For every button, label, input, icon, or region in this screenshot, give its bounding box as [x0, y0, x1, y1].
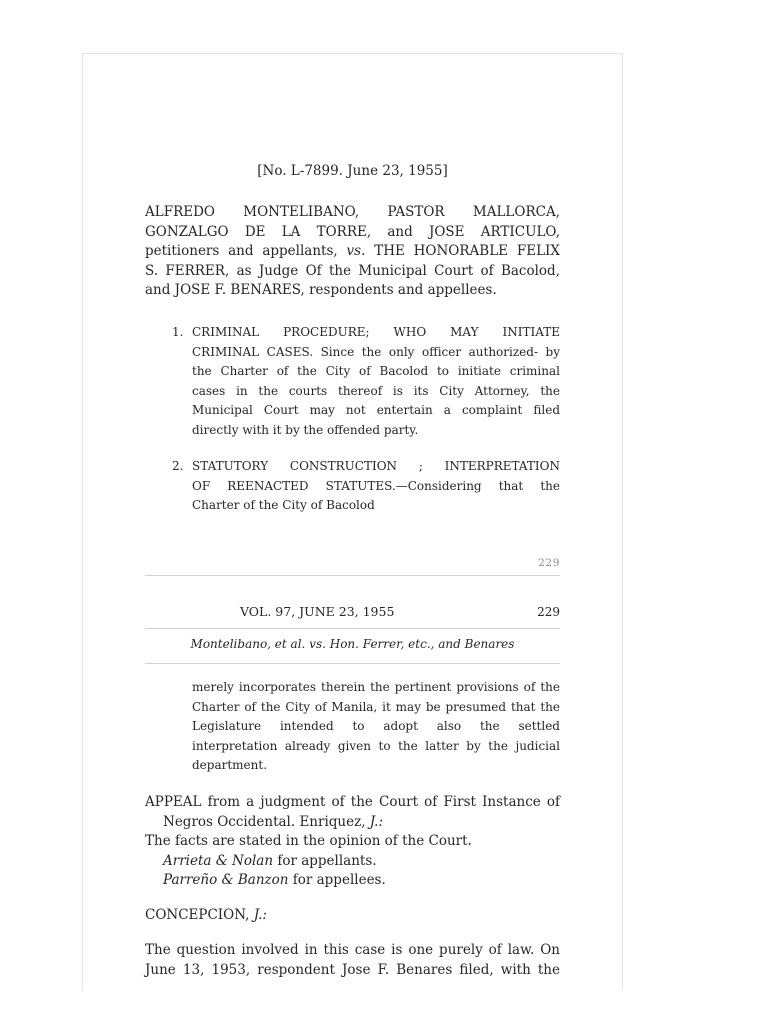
ponente-name: CONCEPCION,: [145, 907, 250, 923]
appeal-line: [145, 813, 560, 833]
syllabus-line: cases in the courts thereof is its City Attorney, the: [192, 383, 560, 398]
syllabus-number: 2.: [172, 459, 184, 473]
syllabus-line: CRIMINAL PROCEDURE; WHO MAY INITIATE: [192, 325, 560, 339]
page-break-divider: [145, 575, 560, 576]
running-head: [145, 602, 560, 622]
page-number-footer: 229: [538, 557, 560, 569]
syllabus-text: [192, 678, 560, 776]
appellants-label: for appellants.: [277, 852, 377, 869]
counsel-line: [145, 871, 560, 891]
syllabus-line: directly with it by the offended party.: [192, 422, 419, 437]
syllabus-line: interpretation already given to the latter by the judicial: [192, 738, 560, 753]
counsel-line: [145, 852, 560, 872]
syllabus-line: Municipal Court may not entertain a complaint filed: [192, 403, 560, 418]
parties-line: [145, 223, 560, 243]
appellees-label: for appellees.: [292, 872, 386, 889]
running-head-page-number: 229: [537, 605, 560, 619]
appellees-counsel: Parreño & Banzon: [163, 872, 289, 889]
syllabus-line: CRIMINAL CASES. Since the only officer authorized- by: [192, 344, 560, 359]
syllabus-item: [145, 323, 560, 441]
running-head-short-title: Montelibano, et al. vs. Hon. Ferrer, etc., and Benares: [190, 637, 515, 651]
case-citation: [No. L-7899. June 23, 1955]: [257, 163, 448, 179]
versus-text: vs.: [346, 243, 366, 260]
syllabus-line: department.: [192, 758, 268, 773]
appeal-block: [145, 793, 560, 891]
ponente-line: [145, 906, 560, 926]
parties-line: [145, 242, 560, 262]
syllabus-number: 1.: [172, 325, 184, 339]
running-head-divider: [145, 628, 560, 629]
ponente-heading: [145, 906, 560, 926]
parties-text: THE HONORABLE FELIX: [374, 243, 560, 260]
parties-text: ALFREDO MONTELIBANO, PASTOR MALLORCA,: [145, 204, 560, 220]
parties-text: petitioners and appellants,: [145, 243, 338, 260]
facts-line: The facts are stated in the opinion of the Court.: [145, 833, 472, 850]
parties-line: [145, 262, 560, 282]
appellants-counsel: Arrieta & Nolan: [163, 852, 274, 869]
syllabus-line: STATUTORY CONSTRUCTION ; INTERPRETATION: [192, 459, 560, 473]
syllabus-text: [192, 457, 560, 516]
syllabus-continued: [145, 678, 560, 778]
opinion-line: The question involved in this case is one purely of law. On: [145, 942, 560, 958]
parties-line: [145, 203, 560, 223]
parties-paragraph: [145, 203, 560, 301]
appeal-court-text: Negros Occidental. Enriquez,: [163, 813, 366, 830]
judge-title: J.:: [369, 813, 384, 830]
document-page: [82, 53, 623, 990]
syllabus-text: [192, 323, 560, 441]
parties-text: S. FERRER, as Judge Of the Municipal Court of Bacolod,: [145, 262, 560, 279]
opinion-line: June 13, 1953, respondent Jose F. Benares filed, with the: [145, 961, 560, 978]
syllabus-line: merely incorporates therein the pertinent provisions of the: [192, 680, 560, 694]
syllabus-line: Charter of the City of Manila, it may be presumed that the: [192, 699, 560, 714]
syllabus-item: [145, 457, 560, 517]
running-head-volume: VOL. 97, JUNE 23, 1955: [240, 604, 395, 619]
syllabus-line: Legislature intended to adopt also the settled: [192, 719, 560, 734]
parties-text: GONZALGO DE LA TORRE, and JOSE ARTICULO,: [145, 223, 560, 240]
appeal-line: APPEAL from a judgment of the Court of First Instance of: [145, 794, 560, 810]
opinion-paragraph: [145, 941, 560, 980]
parties-text: and JOSE F. BENARES, respondents and appellees.: [145, 282, 497, 299]
syllabus-line: OF REENACTED STATUTES.—Considering that the: [192, 478, 560, 493]
ponente-title: J.:: [253, 907, 267, 923]
parties-line: [145, 281, 560, 301]
syllabus-line: the Charter of the City of Bacolod to initiate criminal: [192, 364, 560, 379]
running-head-divider: [145, 663, 560, 664]
syllabus-line: Charter of the City of Bacolod: [192, 498, 375, 513]
